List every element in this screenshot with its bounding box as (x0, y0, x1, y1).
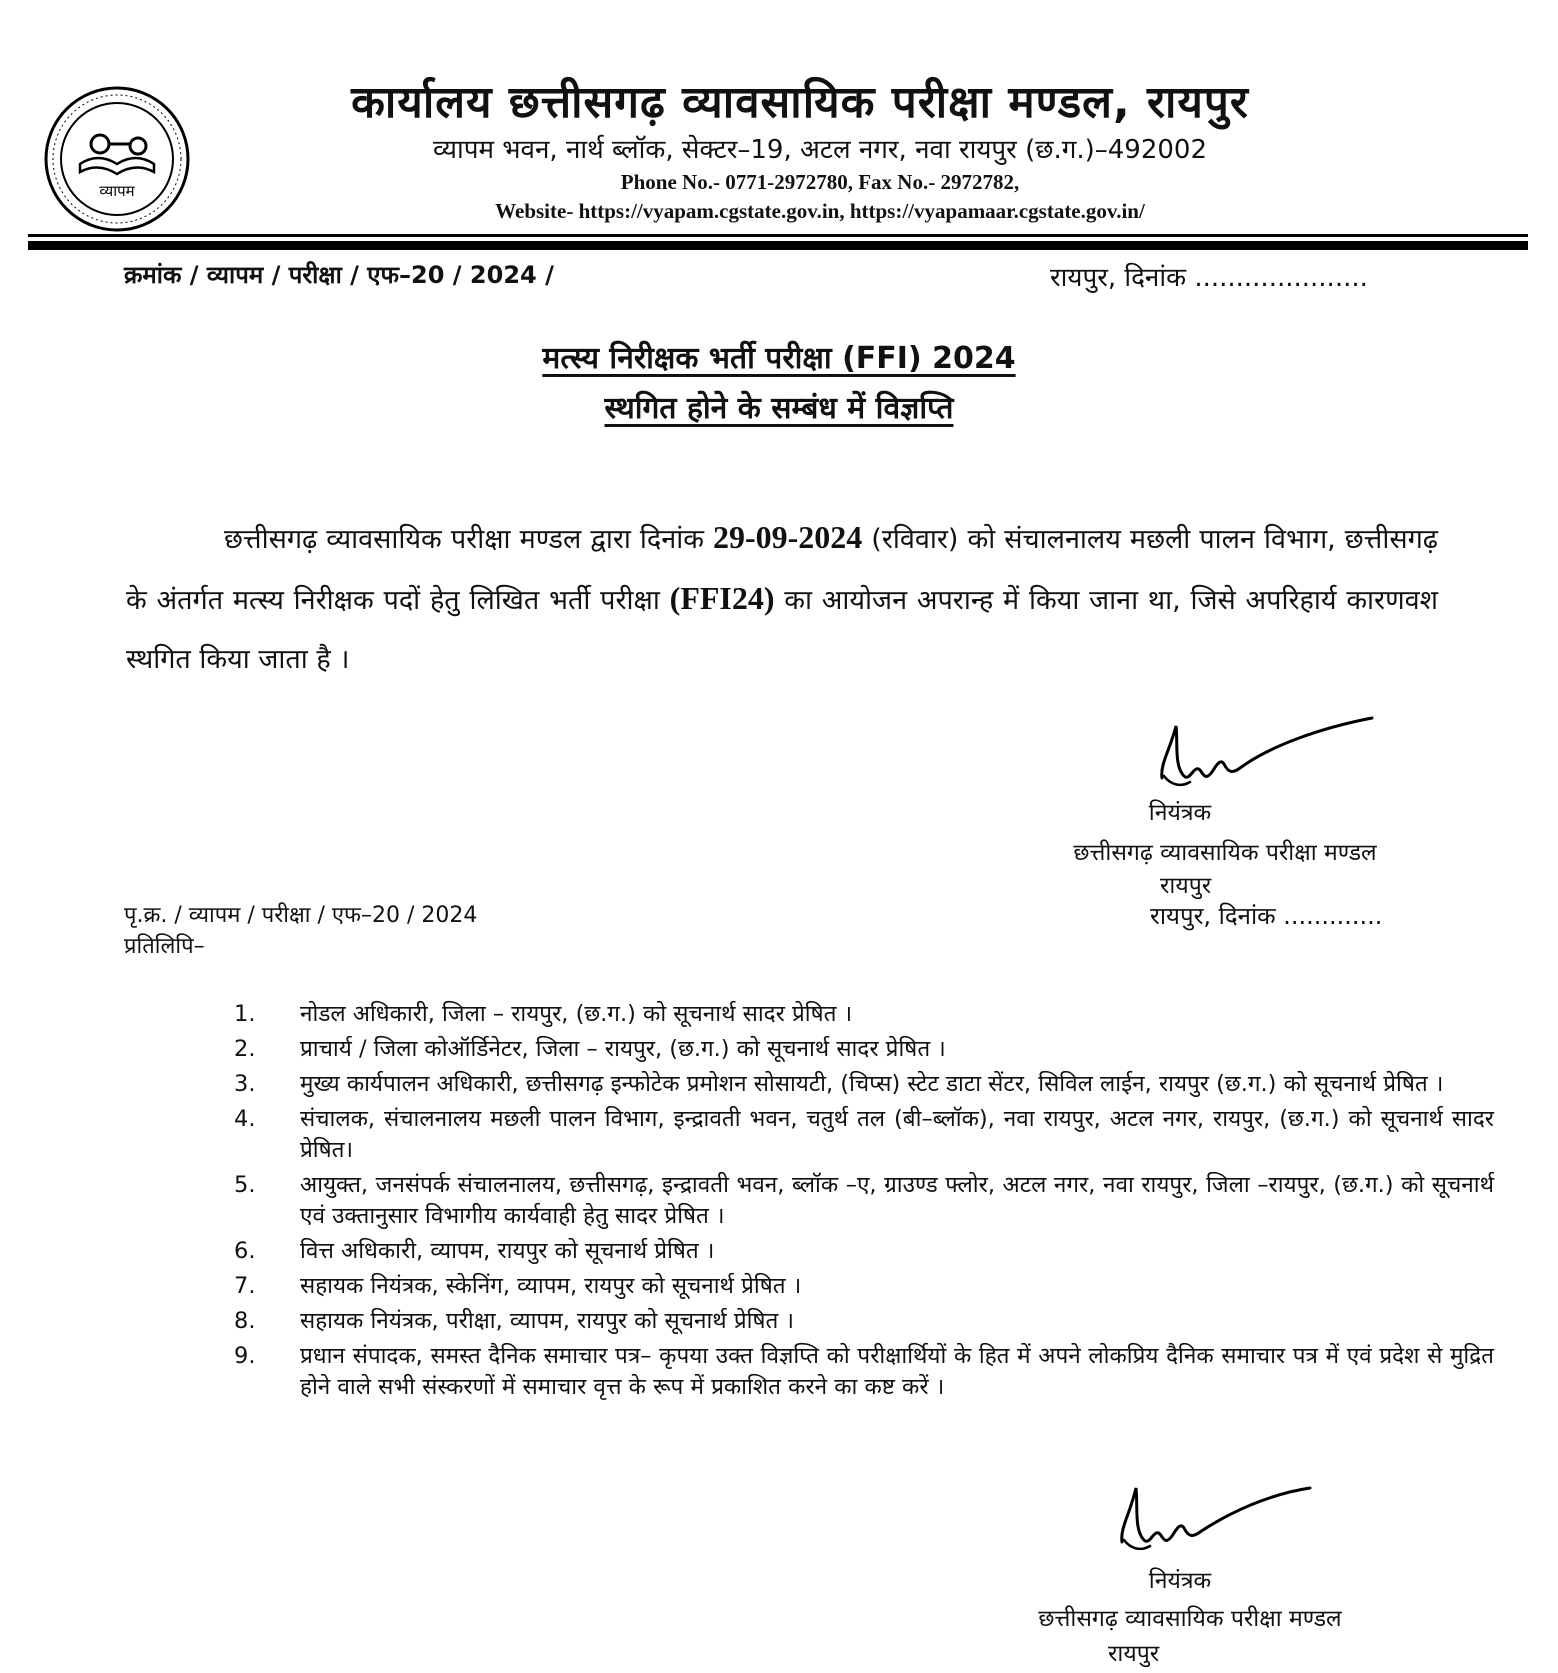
list-item: 9. प्रधान संपादक, समस्त दैनिक समाचार पत्र– कृपया उक्त विज्ञप्ति को परीक्षार्थियों के हित में अपने लोकप्रिय दैनिक समाचार पत्र में एवं प्रदेश से मुद्रित होने वाले सभी संस्करणों में समाचार वृत्त के रूप में प्रकाशित करने का कष्ट करें । (234, 1343, 1494, 1400)
list-item: 5. आयुक्त, जनसंपर्क संचालनालय, छत्तीसगढ़, इन्द्रावती भवन, ब्लॉक –ए, ग्राउण्ड फ्लोर, अटल नगर, नवा रायपुर, जिला –रायपुर, (छ.ग.) को सूचनार्थ एवं उक्तानुसार विभागीय कार्यवाही हेतु सादर प्रेषित । (234, 1172, 1494, 1229)
organization-website: Website- https://vyapam.cgstate.gov.in, https://vyapamaar.cgstate.gov.in/ (495, 199, 1145, 223)
signatory-designation: नियंत्रक (1148, 1568, 1212, 1594)
list-item: 2. प्राचार्य / जिला कोऑर्डिनेटर, जिला – रायपुर, (छ.ग.) को सूचनार्थ सादर प्रेषित । (234, 1036, 946, 1062)
copy-reference-number: पृ.क्र. / व्यापम / परीक्षा / एफ–20 / 2024 (124, 903, 478, 928)
signatory-organization: छत्तीसगढ़ व्यावसायिक परीक्षा मण्डल (1038, 1606, 1342, 1632)
organization-address: व्यापम भवन, नार्थ ब्लॉक, सेक्टर–19, अटल नगर, नवा रायपुर (छ.ग.)–492002 (432, 135, 1208, 165)
list-item: 6. वित्त अधिकारी, व्यापम, रायपुर को सूचनार्थ प्रेषित । (234, 1238, 715, 1264)
list-item: 4. संचालक, संचालनालय मछली पालन विभाग, इन्द्रावती भवन, चतुर्थ तल (बी–ब्लॉक), नवा रायपुर, अटल नगर, रायपुर, (छ.ग.) को सूचनार्थ सादर प्रेषित। (234, 1106, 1494, 1163)
exam-code: (FFI24) (669, 580, 775, 616)
notice-heading-subtitle: स्थगित होने के सम्बंध में विज्ञप्ति (604, 391, 954, 426)
organization-phone-fax: Phone No.- 0771-2972780, Fax No.- 2972782, (620, 170, 1020, 194)
copy-reference-date: रायपुर, दिनांक ............. (1150, 902, 1383, 930)
reference-date: रायपुर, दिनांक ..................... (1050, 263, 1368, 293)
notice-heading-title: मत्स्य निरीक्षक भर्ती परीक्षा (FFI) 2024 (542, 341, 1016, 376)
signatory-city: रायपुर (1108, 1641, 1160, 1667)
header-divider-thin (28, 234, 1528, 237)
header-divider-thick (28, 241, 1528, 250)
list-item: 7. सहायक नियंत्रक, स्केनिंग, व्यापम, रायपुर को सूचनार्थ प्रेषित । (234, 1273, 802, 1299)
copy-recipient-list (234, 999, 1494, 1407)
controller-signature (1150, 706, 1380, 796)
signatory-city: रायपुर (1160, 873, 1212, 899)
list-item: 8. सहायक नियंत्रक, परीक्षा, व्यापम, रायपुर को सूचनार्थ प्रेषित । (234, 1308, 794, 1334)
notice-body-paragraph: छत्तीसगढ़ व्यावसायिक परीक्षा मण्डल द्वारा दिनांक 29-09-2024 (रविवार) को संचालनालय मछली पालन विभाग, छत्तीसगढ़ के अंतर्गत मत्स्य निरीक्षक पदों हेतु लिखित भर्ती परीक्षा (FFI24) का आयोजन अपरान्ह में किया जाना था, जिसे अपरिहार्य कारणवश स्थगित किया जाता है । (126, 519, 1438, 675)
exam-date: 29-09-2024 (712, 519, 863, 555)
controller-signature-copy (1110, 1470, 1340, 1560)
list-item: 3. मुख्य कार्यपालन अधिकारी, छत्तीसगढ़ इन्फोटेक प्रमोशन सोसायटी, (चिप्स) स्टेट डाटा सेंटर, सिविल लाईन, रायपुर (छ.ग.) को सूचनार्थ प्रेषित । (234, 1071, 1444, 1097)
copy-label: प्रतिलिपि– (124, 934, 205, 959)
signatory-organization: छत्तीसगढ़ व्यावसायिक परीक्षा मण्डल (1073, 840, 1377, 866)
list-item: 1. नोडल अधिकारी, जिला – रायपुर, (छ.ग.) को सूचनार्थ सादर प्रेषित । (234, 1001, 853, 1027)
organization-title: कार्यालय छत्तीसगढ़ व्यावसायिक परीक्षा मण्डल, रायपुर (351, 77, 1249, 128)
svg-text:व्यापम: व्यापम (99, 182, 135, 200)
reference-number: क्रमांक / व्यापम / परीक्षा / एफ–20 / 2024 / (124, 261, 554, 289)
signatory-designation: नियंत्रक (1148, 800, 1212, 826)
vyapam-seal-logo (42, 84, 192, 234)
